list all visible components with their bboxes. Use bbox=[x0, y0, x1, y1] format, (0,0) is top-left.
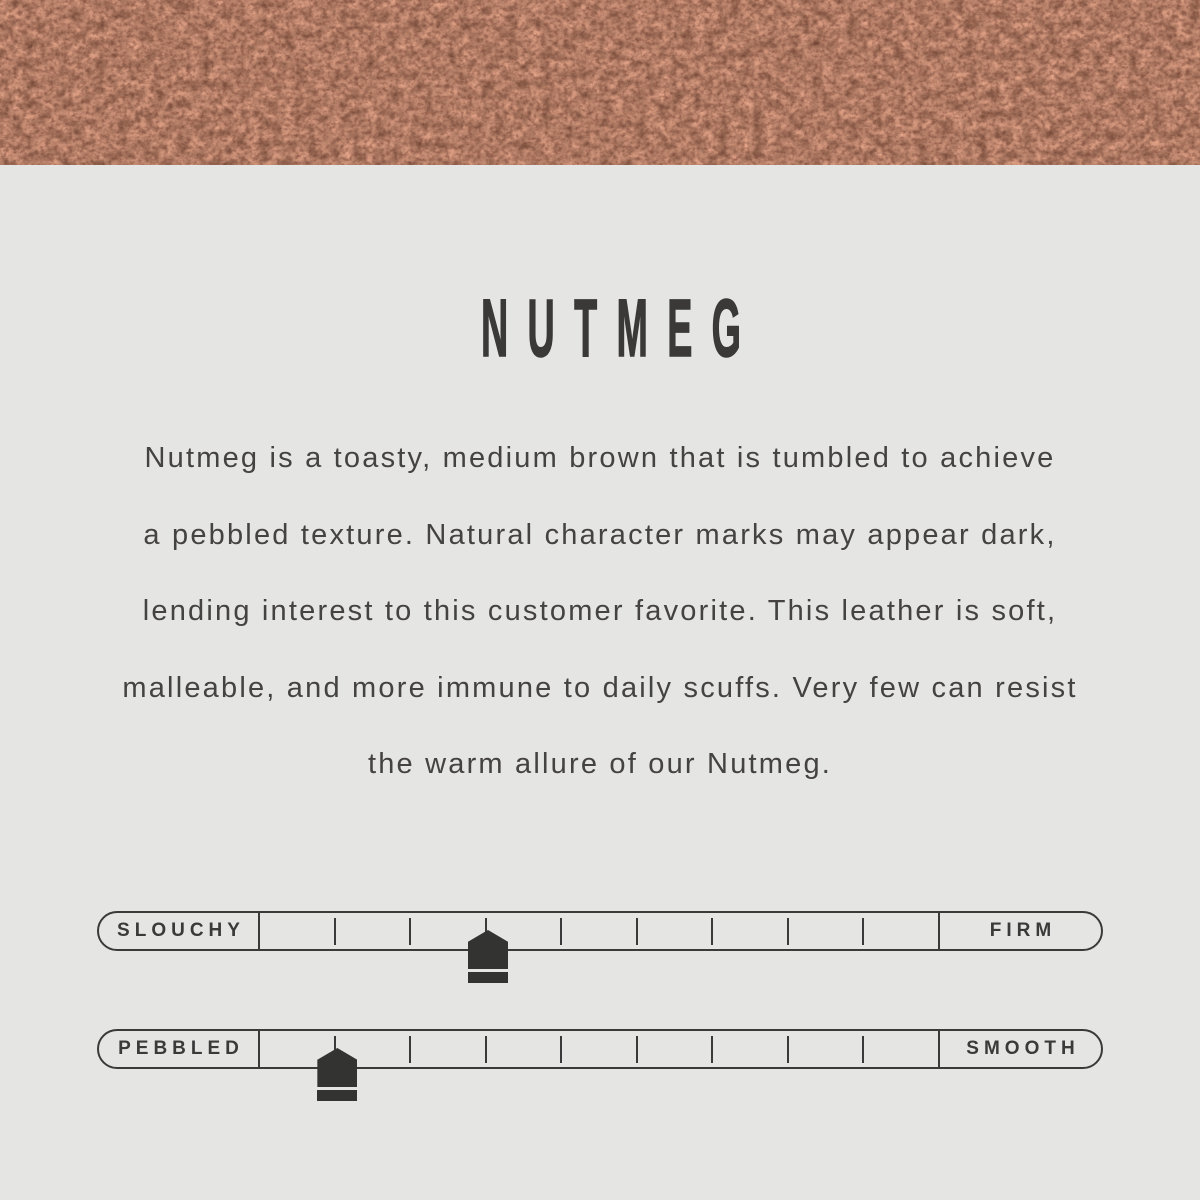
scale-tick bbox=[409, 1036, 411, 1063]
marker-base bbox=[468, 972, 508, 983]
description-line: the warm allure of our Nutmeg. bbox=[367, 748, 833, 780]
scale-tick bbox=[409, 918, 411, 945]
scale-tick bbox=[711, 1036, 713, 1063]
scale-tick bbox=[560, 1036, 562, 1063]
scale-tick bbox=[636, 918, 638, 945]
scale-right-cap bbox=[938, 1031, 1101, 1067]
description-line: lending interest to this customer favorite. This leather is soft, bbox=[142, 595, 1058, 627]
description-line: a pebbled texture. Natural character marks may appear dark, bbox=[143, 518, 1057, 551]
scale-track bbox=[260, 913, 938, 949]
description-line: malleable, and more immune to daily scuffs. Very few can resist bbox=[122, 671, 1078, 704]
firmness-scale bbox=[97, 911, 1103, 951]
description-line: Nutmeg is a toasty, medium brown that is tumbled to achieve bbox=[144, 442, 1056, 474]
scale-right-cap bbox=[938, 913, 1101, 949]
scale-tick bbox=[636, 1036, 638, 1063]
color-name-heading: NUTMEG bbox=[481, 283, 761, 374]
scale-marker-icon bbox=[317, 1048, 357, 1101]
marker-head bbox=[468, 930, 508, 969]
scale-tick bbox=[787, 918, 789, 945]
page-title bbox=[0, 282, 1200, 376]
scale-tick bbox=[485, 1036, 487, 1063]
leather-texture-photo bbox=[0, 0, 1200, 165]
scale-tick bbox=[862, 918, 864, 945]
scale-marker-icon bbox=[468, 930, 508, 983]
scale-tick bbox=[862, 1036, 864, 1063]
scale-left-label: SLOUCHY bbox=[117, 920, 245, 941]
scale-left-cap bbox=[99, 913, 260, 949]
scale-right-label: FIRM bbox=[989, 920, 1057, 941]
scale-left-label: PEBBLED bbox=[118, 1038, 244, 1059]
scale-tick bbox=[560, 918, 562, 945]
scale-tick bbox=[334, 918, 336, 945]
scale-right-label: SMOOTH bbox=[966, 1038, 1080, 1059]
marker-head bbox=[317, 1048, 357, 1087]
scale-left-cap bbox=[99, 1031, 260, 1067]
scale-track bbox=[260, 1031, 938, 1067]
scale-tick bbox=[787, 1036, 789, 1063]
scale-tick bbox=[711, 918, 713, 945]
texture-scale bbox=[97, 1029, 1103, 1069]
color-description bbox=[0, 420, 1200, 803]
marker-base bbox=[317, 1090, 357, 1101]
